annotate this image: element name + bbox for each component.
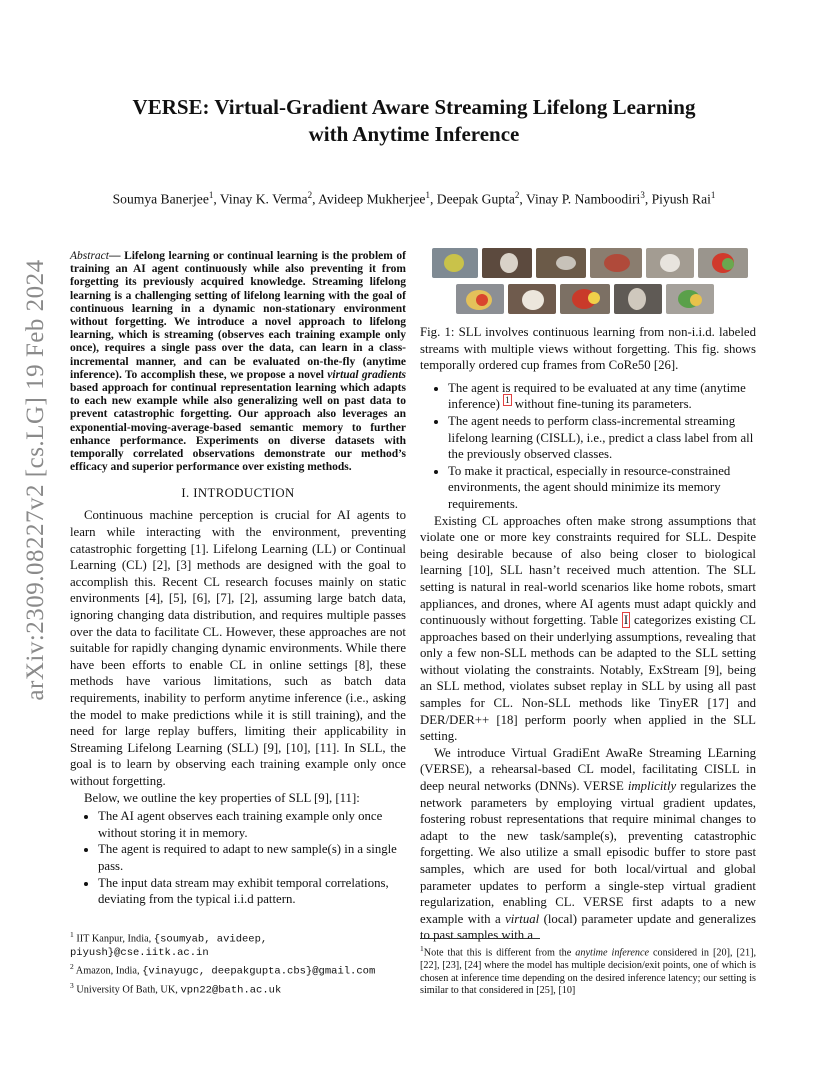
arxiv-stamp-text: arXiv:2309.08227v2 [cs.LG] 19 Feb 2024 (22, 259, 49, 701)
abstract-emphasis: virtual gradients (327, 368, 407, 381)
abstract-text-1: — Lifelong learning or continual learning is the problem of training an AI agent continuously while also preventing it from forgetting its previously acquired knowledge. Streaming lifelong learning is a challenging setting of lifelong learning with the goal of continuous learning in a dynamic non-stationary environment without forgetting. We introduce a novel approach to lifelong learning, which is streaming (observes each training example only once), requires a single pass over the data, can learn in a class-incremental manner, and can be evaluated on-the-fly (anytime inference). To accomplish these, we propose a novel (70, 250, 406, 381)
abstract-text-2: based approach for continual representation learning which adapts to each new example while also generalizing well on past data to prevent catastrophic forgetting. Our approach also leverages an exponential-moving-average-based semantic memory to further enhance performance. Experiments on diverse datasets with temporally correlated observations demonstrate our method’s efficacy and superior performance over existing methods. (70, 382, 406, 474)
figure-caption: Fig. 1: SLL involves continuous learning from non-i.i.d. labeled streams with multiple views without forgetting. This fig. shows temporally ordered cup frames from CoRe50 [26]. (420, 325, 756, 373)
cup-frame-image (508, 284, 556, 314)
list-item: • To make it practical, especially in resource-constrained environments, the agent should minimize its memory requirements. (448, 463, 756, 513)
body-paragraph (420, 513, 756, 745)
author: Vinay K. Verma (219, 191, 308, 207)
footnote-text: considered in [20], [21], [22], [23], [24] where the model has multiple decision/exit points, one of which is chosen at inference time depending on the desired inference latency; our setting is similar to that considered in [25], [10] (420, 947, 757, 997)
intro-paragraph-2: Below, we outline the key properties of SLL [9], [11]: (84, 790, 360, 805)
abstract (70, 250, 406, 474)
list-item: • The AI agent observes each training example only once without storing it in memory. (98, 808, 406, 841)
footnote-number: 1 (70, 930, 74, 939)
paragraph-text: (local) parameter update and generalizes to past samples with a (420, 911, 756, 943)
list-item-text: The agent is required to be evaluated at any time (anytime inference) (448, 380, 746, 412)
list-item (448, 380, 756, 413)
emphasis-text: virtual (505, 911, 540, 926)
author: Deepak Gupta (436, 191, 515, 207)
title-line-1: VERSE: Virtual-Gradient Aware Streaming Lifelong Learning (132, 95, 696, 119)
footnote-number: 1 (420, 944, 424, 953)
cup-frame-image (560, 284, 610, 314)
cup-frame-image (456, 284, 504, 314)
author-list: Soumya Banerjee$^1$, Vinay K. Verma$^2$, Avideep Mukherjee$^1$, Deepak Gupta$^2$, Vinay P. Namboodiri$^3$, Piyush Rai$^1$ (112, 190, 716, 207)
title-line-2: with Anytime Inference (308, 122, 520, 146)
affiliation-footnotes (70, 928, 410, 997)
paragraph-text: Existing CL approaches often make strong assumptions that violate one or more key constraints required for SLL. Despite being desirable because of also being closer to biological learning [10], SLL hasn’t received much attention. The SLL setting is natural in real-world scenarios like home robots, smart appliances, and drones, where AI agents must adapt quickly and continuously without forgetting. Table (420, 513, 756, 628)
paragraph-text: regularizes the network parameters by employing virtual gradient updates, fostering robust representations that require minimal changes to adapt to the new task/sample(s), preventing catastrophic forgetting. We also utilize a small episodic buffer to store past samples, which are used for both local/virtual and global parameter updates to perform a single-step virtual gradient regularization, enabling CL. VERSE first adapts to a new example with a (420, 779, 756, 926)
footnote-emphasis: anytime inference (575, 947, 650, 959)
method-name: Virtual GradiEnt AwaRe Streaming LEarning (511, 745, 756, 760)
footnote-text: Amazon, India, (75, 965, 143, 977)
cup-frame-image (482, 248, 532, 278)
abstract-label: Abstract (70, 250, 109, 262)
table-link[interactable]: I (623, 613, 629, 628)
body-paragraph (420, 745, 756, 944)
list-item-text: without fine-tuning its parameters. (511, 397, 692, 412)
sll-properties-list (70, 808, 406, 908)
list-item: • The input data stream may exhibit temporal correlations, deviating from the typical i.i.d pattern. (98, 875, 406, 908)
footnote-text: Note that this is different from the (423, 947, 576, 959)
footnote-link[interactable]: 1 (505, 395, 510, 406)
cup-frame-image (590, 248, 642, 278)
paragraph-text: We introduce (434, 745, 512, 760)
cup-frame-image (698, 248, 748, 278)
author-affiliation: 1 (208, 190, 214, 200)
footnote-text: University Of Bath, UK, (76, 984, 181, 996)
cup-frame-image (432, 248, 478, 278)
cup-frame-image (614, 284, 662, 314)
right-column (420, 246, 756, 944)
author: Avideep Mukherjee (318, 191, 426, 207)
list-item: • The agent needs to perform class-incremental streaming lifelong learning (CISLL), i.e., predict a class label from all the previously observed classes. (448, 413, 756, 463)
cup-frame-image (536, 248, 586, 278)
footnote-email[interactable]: vpn22@bath.ac.uk (180, 984, 282, 997)
anytime-inference-footnote (420, 938, 756, 998)
paper-title (60, 94, 768, 148)
author: Piyush Rai (651, 191, 711, 207)
paragraph-text: categorizes existing CL approaches based on their underlying assumptions, revealing that only a few non-SLL methods can be adapted to the SLL setting without violating the constraints. Notably, ExStream [9], being an SLL method, violates subset replay in SLL by using all past samples for CL. Non-SLL methods like TinyER [17] and DER/DER++ [18] perform poorly when applied in the SLL setting. (420, 613, 756, 744)
footnote-email[interactable]: {soumyab, avideep, piyush}@cse.iitk.ac.in (70, 933, 268, 960)
cup-frame-image (666, 284, 714, 314)
intro-paragraph-1: Continuous machine perception is crucial for AI agents to learn while interacting with the environment, preventing catastrophic forgetting [1]. Lifelong Learning (LL) or Continual Learning (CL) [2], [3] methods are designed with the goal to accomplish this. Recent CL research focuses mainly on static environments [4], [5], [6], [7], [2], assuming large batch data, ignoring changing data distribution, and requires multiple passes over the data to facilitate CL. However, these approaches are not suitable for rapidly changing dynamic environments. While there have been efforts to enable CL in online settings [8], these methods have various limitations, such as batch data requirements, inability to perform anytime inference (i.e., asking the model to make predictions while it is still training), and the need for large replay buffers, limiting their applicability in Streaming Lifelong Learning (SLL) [9], [10], [11]. In SLL, the goal is to learn by observing each training example only once without forgetting. (70, 508, 406, 788)
author-affiliation: 1 (425, 190, 430, 200)
footnote-number: 2 (70, 962, 74, 972)
sll-requirements-list (420, 380, 756, 513)
figure-cup-frames (420, 246, 756, 320)
emphasis-text: implicitly (627, 779, 677, 794)
author-affiliation: 2 (514, 190, 520, 200)
author-affiliation: 2 (307, 190, 313, 200)
footnote-rule (420, 938, 540, 939)
author-affiliation: 1 (710, 190, 716, 200)
author: Vinay P. Namboodiri (525, 191, 641, 207)
footnote-number: 3 (70, 980, 74, 990)
left-column (70, 250, 406, 908)
footnote-text: IIT Kanpur, India, (76, 933, 154, 945)
arxiv-stamp (12, 200, 60, 760)
paragraph-text: (VERSE), a rehearsal-based CL model, facilitating CISLL in deep neural networks (DNNs). VERSE (420, 762, 756, 794)
author-affiliation: 3 (640, 190, 645, 200)
footnote-email[interactable]: {vinayugc, deepakgupta.cbs}@gmail.com (142, 965, 376, 978)
cup-frame-image (646, 248, 694, 278)
section-heading-introduction: I. INTRODUCTION (181, 486, 295, 501)
list-item: • The agent is required to adapt to new sample(s) in a single pass. (98, 841, 406, 874)
author: Soumya Banerjee (112, 191, 209, 207)
